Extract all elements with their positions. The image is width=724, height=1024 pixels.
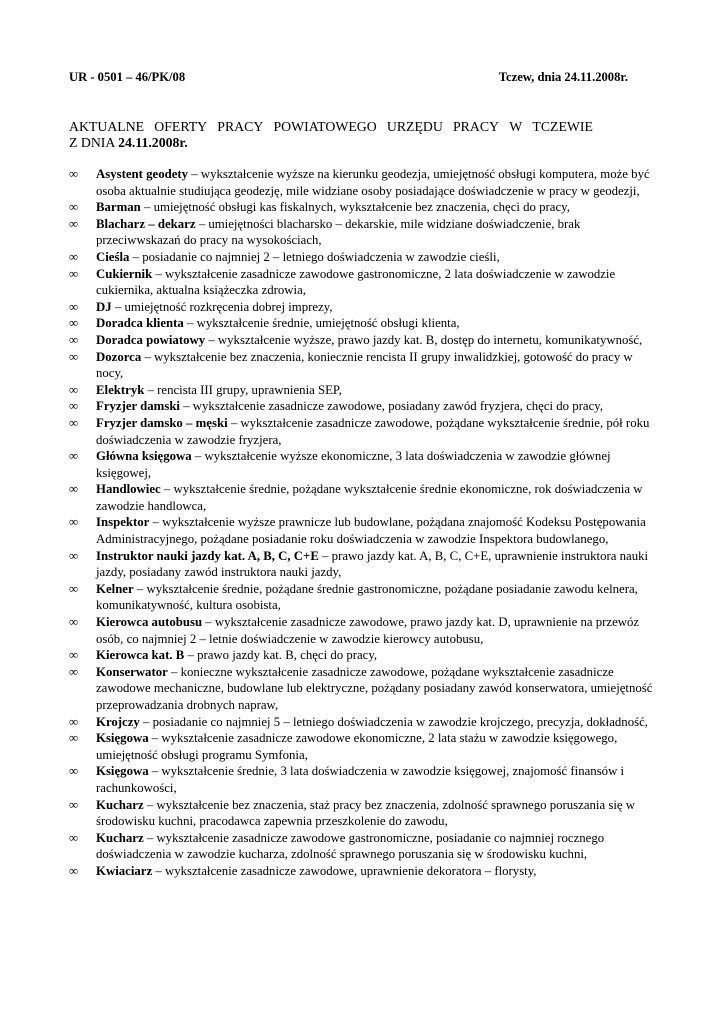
job-title: Kierowca kat. B [96,648,185,663]
job-offer-item [69,398,659,415]
job-requirements: – prawo jazdy kat. A, B, C, C+E, uprawnienie instruktora nauki jazdy, posiadany zawód instruktora nauki jazdy, [96,548,649,580]
job-title: Doradca klienta [96,316,184,331]
job-offer-item [69,299,659,316]
job-offer-item [69,664,659,714]
job-requirements: – umiejętności blacharsko – dekarskie, mile widziane doświadczenie, brak przeciwwskazań do pracy na wysokościach, [96,216,581,248]
job-requirements: – konieczne wykształcenie zasadnicze zawodowe, pożądane wykształcenie zasadnicze zawodowe mechaniczne, budowlane lub elektryczne, pożądany posiadany zawód konserwatora, umiejętność przeprowadzania drobnych napraw, [96,664,653,712]
title-word: AKTUALNE [69,119,145,134]
title-line-1 [69,119,593,135]
document-header [69,70,628,88]
bullet-icon: ∞ [69,200,79,215]
job-title: Handlowiec [96,482,161,497]
bullet-icon: ∞ [69,449,79,464]
job-title: Barman [96,200,141,215]
job-requirements: – wykształcenie średnie, pożądane średnie gastronomiczne, pożądane posiadanie zawodu kelnera, komunikatywność, kultura osobista, [96,581,638,613]
bullet-icon: ∞ [69,515,79,530]
bullet-icon: ∞ [69,664,79,679]
job-title: Kwiaciarz [96,863,153,878]
job-requirements: – wykształcenie średnie, 3 lata doświadczenia w zawodzie księgowej, znajomość finansów i rachunkowości, [96,764,625,795]
job-requirements: – wykształcenie wyższe, prawo jazdy kat. B, dostęp do internetu, komunikatywność, [205,332,643,347]
job-title: Fryzjer damski [96,399,180,414]
title-date-prefix: Z DNIA [69,135,115,150]
bullet-icon: ∞ [69,830,79,845]
title-word: PRACY [453,119,500,134]
job-title: Asystent geodety [96,167,189,181]
bullet-icon: ∞ [69,349,79,364]
bullet-icon: ∞ [69,764,79,779]
job-requirements: – wykształcenie zasadnicze zawodowe gastronomiczne, 2 lata doświadczenie w zawodzie cukiernika, aktualna książeczka zdrowia, [96,266,616,298]
bullet-icon: ∞ [69,714,79,729]
title-word: URZĘDU [386,119,443,134]
job-title: Elektryk [96,382,145,397]
job-requirements: – wykształcenie zasadnicze zawodowe, uprawnienie dekoratora – florysty, [152,863,537,878]
job-title: Konserwator [96,664,168,679]
bullet-icon: ∞ [69,797,79,812]
job-offer-item [69,581,659,614]
job-title: Doradca powiatowy [96,332,206,347]
bullet-icon: ∞ [69,615,79,630]
document-title [69,119,593,151]
bullet-icon: ∞ [69,863,79,878]
bullet-icon: ∞ [69,581,79,596]
job-offer-item [69,315,659,332]
job-offer-item [69,614,659,647]
job-offer-item [69,830,659,863]
bullet-icon: ∞ [69,216,79,231]
job-title: Księgowa [96,764,149,779]
bullet-icon: ∞ [69,167,79,181]
job-requirements: – wykształcenie bez znaczenia, koniecznie rencista II grupy inwalidzkiej, gotowość do pracy w nocy, [96,349,633,381]
job-offer-item [69,166,659,199]
job-title: Kucharz [96,797,144,812]
job-offer-item [69,249,659,266]
job-offer-item [69,714,659,731]
job-offer-item [69,863,659,880]
title-word: TCZEWIE [532,119,593,134]
job-requirements: – wykształcenie wyższe na kierunku geodezja, umiejętność obsługi komputera, może być osoba aktualnie studiująca geodezję, mile widziane osoby posiadające doświadczenie w pracy w geodezji, [96,167,650,198]
job-requirements: – prawo jazdy kat. B, chęci do pracy, [184,648,378,663]
job-requirements: – wykształcenie zasadnicze zawodowe ekonomiczne, 2 lata stażu w zawodzie księgowego, umiejętność obsługi programu Symfonia, [96,731,618,762]
reference-number: UR - 0501 – 46/PK/08 [69,70,186,84]
job-title: Cukiernik [96,266,153,281]
job-title: DJ [96,299,112,314]
job-offer-item [69,730,659,763]
title-date: 24.11.2008r. [118,135,188,150]
job-requirements: – wykształcenie wyższe ekonomiczne, 3 lata doświadczenia w zawodzie głównej księgowej, [96,449,611,480]
bullet-icon: ∞ [69,648,79,663]
job-requirements: – posiadanie co najmniej 2 – letniego doświadczenia w zawodzie cieśli, [129,249,500,264]
job-offer-item [69,332,659,349]
job-requirements: – wykształcenie zasadnicze zawodowe, pożądane wykształcenie średnie, pół roku doświadczenia w zawodzie fryzjera, [96,415,650,447]
job-offer-item [69,448,659,481]
bullet-icon: ∞ [69,415,79,430]
job-offer-item [69,266,659,299]
job-requirements: – wykształcenie zasadnicze zawodowe, posiadany zawód fryzjera, chęci do pracy, [180,399,604,414]
job-requirements: – wykształcenie średnie, umiejętność obsługi klienta, [183,316,460,331]
bullet-icon: ∞ [69,399,79,414]
job-requirements: – umiejętność obsługi kas fiskalnych, wykształcenie bez znaczenia, chęci do pracy, [140,200,570,215]
job-offer-item [69,199,659,216]
job-offer-item [69,548,659,581]
job-title: Główna księgowa [96,449,192,464]
job-requirements: – wykształcenie średnie, pożądane wykształcenie średnie ekonomiczne, rok doświadczenia w zawodzie handlowca, [96,482,643,513]
job-requirements: – posiadanie co najmniej 5 – letniego doświadczenia w zawodzie krojczego, precyzja, dokładność, [139,714,648,729]
job-offer-item [69,647,659,664]
job-title: Krojczy [96,714,140,729]
job-requirements: – wykształcenie zasadnicze zawodowe gastronomiczne, posiadanie co najmniej rocznego doświadczenia w zawodzie kucharza, zdolność sprawnego poruszania się w środowisku kuchni, [96,830,605,862]
title-word: OFERTY [154,119,208,134]
bullet-icon: ∞ [69,316,79,331]
bullet-icon: ∞ [69,482,79,497]
job-offer-item [69,216,659,249]
bullet-icon: ∞ [69,249,79,264]
job-requirements: – wykształcenie wyższe prawnicze lub budowlane, pożądana znajomość Kodeksu Postępowania Administracyjnego, pożądane posiadanie roku doświadczenia w zawodzie Inspektora budowlanego, [96,515,646,547]
job-title: Fryzjer damsko – męski [96,415,228,430]
job-requirements: – rencista III grupy, uprawnienia SEP, [144,382,342,397]
job-requirements: – umiejętność rozkręcenia dobrej imprezy, [111,299,333,314]
job-offer-item [69,349,659,382]
bullet-icon: ∞ [69,266,79,281]
job-title: Cieśla [96,249,130,264]
place-date: Tczew, dnia 24.11.2008r. [498,70,628,84]
job-offer-item [69,797,659,830]
job-title: Księgowa [96,731,149,746]
bullet-icon: ∞ [69,548,79,563]
title-word: PRACY [217,119,264,134]
job-title: Kucharz [96,830,144,845]
job-title: Inspektor [96,515,150,530]
job-offer-item [69,382,659,399]
bullet-icon: ∞ [69,299,79,314]
job-requirements: – wykształcenie zasadnicze zawodowe, prawo jazdy kat. D, uprawnienie na przewóz osób, co najmniej 2 – letnie doświadczenie w zawodzie kierowcy autobusu, [96,615,640,646]
job-title: Blacharz – dekarz [96,216,196,231]
job-offer-item [69,481,659,514]
title-word: W [509,119,523,134]
job-offer-item [69,415,659,448]
title-line-2 [69,135,593,151]
job-title: Kierowca autobusu [96,615,203,630]
job-offer-item [69,763,659,796]
job-offer-item [69,514,659,547]
bullet-icon: ∞ [69,332,79,347]
job-requirements: – wykształcenie bez znaczenia, staż pracy bez znaczenia, zdolność sprawnego poruszania się w środowisku kuchni, pracodawca zapewnia przeszkolenie do zawodu, [96,797,636,829]
bullet-icon: ∞ [69,731,79,746]
job-offers-list [69,166,659,880]
title-word: POWIATOWEGO [273,119,377,134]
job-title: Instruktor nauki jazdy kat. A, B, C, C+E [96,548,319,563]
bullet-icon: ∞ [69,382,79,397]
job-title: Dozorca [96,349,142,364]
job-title: Kelner [96,581,134,596]
